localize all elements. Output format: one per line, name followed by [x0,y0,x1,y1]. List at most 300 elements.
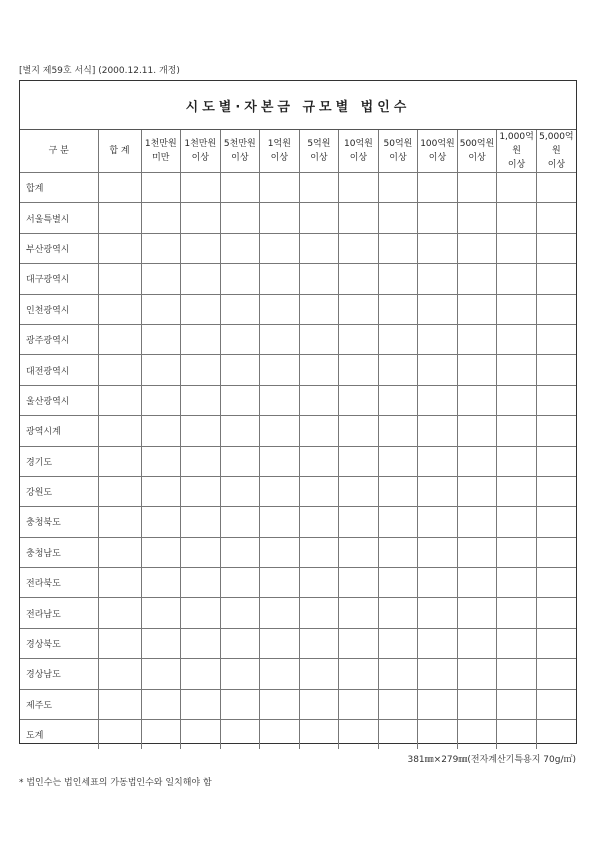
header-category: 구 분 [20,130,98,173]
table-row [20,568,576,598]
data-cell[interactable] [260,598,300,628]
data-cell[interactable] [220,355,260,385]
row-label: 합계 [20,173,98,203]
data-cell[interactable] [260,568,300,598]
data-cell[interactable] [418,173,458,203]
data-cell[interactable] [418,689,458,719]
data-cell[interactable] [536,416,576,446]
data-cell[interactable] [260,233,300,263]
header-bracket-qualifier: 이상 [270,153,289,163]
paper-size-note: 381㎜×279㎜(전자계산기특용지 70g/㎡) [407,755,576,765]
data-cell[interactable] [536,720,576,750]
data-cell[interactable] [418,507,458,537]
data-cell[interactable] [141,416,181,446]
data-cell[interactable] [536,355,576,385]
data-cell[interactable] [418,659,458,689]
data-cell[interactable] [98,568,141,598]
table-row [20,507,576,537]
data-cell[interactable] [497,476,537,506]
data-cell[interactable] [418,416,458,446]
table-row [20,720,576,750]
data-cell[interactable] [378,476,418,506]
data-cell[interactable] [181,720,221,750]
data-cell[interactable] [497,233,537,263]
table-row [20,446,576,476]
row-label: 제주도 [20,689,98,719]
data-cell[interactable] [378,294,418,324]
data-cell[interactable] [457,537,497,567]
data-cell[interactable] [181,598,221,628]
data-cell[interactable] [339,659,379,689]
data-cell[interactable] [378,446,418,476]
data-cell[interactable] [418,203,458,233]
data-cell[interactable] [260,507,300,537]
data-cell[interactable] [220,598,260,628]
header-bracket-amount: 100억원 [420,139,455,149]
data-cell[interactable] [220,264,260,294]
row-label: 인천광역시 [20,294,98,324]
data-cell[interactable] [141,598,181,628]
data-cell[interactable] [497,598,537,628]
data-cell[interactable] [220,628,260,658]
data-cell[interactable] [457,233,497,263]
data-cell[interactable] [98,324,141,354]
data-cell[interactable] [536,476,576,506]
data-cell[interactable] [418,537,458,567]
data-cell[interactable] [299,568,339,598]
table-row [20,324,576,354]
data-cell[interactable] [220,294,260,324]
data-cell[interactable] [418,324,458,354]
data-cell[interactable] [418,233,458,263]
data-cell[interactable] [497,355,537,385]
header-bracket-amount: 500억원 [459,139,495,149]
data-cell[interactable] [536,385,576,415]
data-cell[interactable] [339,203,379,233]
data-cell[interactable] [141,659,181,689]
data-cell[interactable] [536,324,576,354]
data-cell[interactable] [378,324,418,354]
data-cell[interactable] [339,355,379,385]
data-cell[interactable] [536,628,576,658]
data-cell[interactable] [339,628,379,658]
data-cell[interactable] [536,294,576,324]
data-cell[interactable] [220,324,260,354]
data-cell[interactable] [181,659,221,689]
table-body [20,173,576,750]
header-bracket [260,130,300,173]
data-cell[interactable] [220,446,260,476]
data-cell[interactable] [98,628,141,658]
data-cell[interactable] [220,233,260,263]
data-cell[interactable] [181,385,221,415]
data-cell[interactable] [339,294,379,324]
data-cell[interactable] [141,264,181,294]
data-cell[interactable] [339,233,379,263]
data-cell[interactable] [418,568,458,598]
data-cell[interactable] [497,385,537,415]
data-cell[interactable] [497,173,537,203]
data-cell[interactable] [497,324,537,354]
data-cell[interactable] [418,628,458,658]
data-cell[interactable] [497,507,537,537]
data-cell[interactable] [220,507,260,537]
statistics-form [19,80,577,744]
data-cell[interactable] [299,294,339,324]
data-cell[interactable] [181,416,221,446]
data-cell[interactable] [98,507,141,537]
table-row [20,628,576,658]
data-cell[interactable] [220,659,260,689]
data-cell[interactable] [536,507,576,537]
data-cell[interactable] [220,476,260,506]
header-bracket [497,130,537,173]
form-number-note: [별지 제59호 서식] (2000.12.11. 개정) [19,66,180,76]
data-cell[interactable] [141,233,181,263]
data-cell[interactable] [378,264,418,294]
data-cell[interactable] [181,446,221,476]
data-cell[interactable] [141,537,181,567]
data-cell[interactable] [260,537,300,567]
data-cell[interactable] [220,689,260,719]
row-label: 전라남도 [20,598,98,628]
data-cell[interactable] [457,355,497,385]
data-cell[interactable] [299,476,339,506]
data-cell[interactable] [378,659,418,689]
data-cell[interactable] [497,294,537,324]
data-cell[interactable] [260,294,300,324]
data-cell[interactable] [497,446,537,476]
data-cell[interactable] [260,264,300,294]
data-cell[interactable] [141,628,181,658]
data-cell[interactable] [536,203,576,233]
data-cell[interactable] [339,507,379,537]
data-cell[interactable] [299,446,339,476]
data-cell[interactable] [141,294,181,324]
data-cell[interactable] [260,203,300,233]
data-cell[interactable] [457,507,497,537]
data-cell[interactable] [299,203,339,233]
data-cell[interactable] [141,385,181,415]
row-label: 대전광역시 [20,355,98,385]
data-cell[interactable] [418,720,458,750]
data-cell[interactable] [497,628,537,658]
data-cell[interactable] [536,537,576,567]
header-bracket-amount: 1천만원 [184,139,217,149]
data-cell[interactable] [339,689,379,719]
data-cell[interactable] [339,264,379,294]
data-cell[interactable] [457,324,497,354]
data-cell[interactable] [339,324,379,354]
data-cell[interactable] [181,476,221,506]
data-cell[interactable] [260,659,300,689]
data-cell[interactable] [98,689,141,719]
data-cell[interactable] [181,628,221,658]
data-cell[interactable] [181,203,221,233]
data-cell[interactable] [378,233,418,263]
data-cell[interactable] [220,537,260,567]
data-cell[interactable] [98,385,141,415]
data-cell[interactable] [457,203,497,233]
data-cell[interactable] [418,385,458,415]
data-cell[interactable] [98,598,141,628]
data-cell[interactable] [260,173,300,203]
data-cell[interactable] [299,385,339,415]
header-bracket-amount: 5억원 [307,139,331,149]
data-cell[interactable] [98,720,141,750]
data-cell[interactable] [299,689,339,719]
header-bracket-qualifier: 이상 [389,153,407,163]
data-cell[interactable] [181,689,221,719]
data-cell[interactable] [260,689,300,719]
data-cell[interactable] [260,476,300,506]
data-cell[interactable] [457,446,497,476]
data-cell[interactable] [457,294,497,324]
data-cell[interactable] [339,537,379,567]
data-cell[interactable] [98,355,141,385]
header-bracket [141,130,181,173]
data-cell[interactable] [181,294,221,324]
data-cell[interactable] [141,173,181,203]
data-cell[interactable] [98,416,141,446]
data-cell[interactable] [497,689,537,719]
data-cell[interactable] [98,264,141,294]
data-cell[interactable] [418,294,458,324]
data-cell[interactable] [260,355,300,385]
data-cell[interactable] [260,385,300,415]
data-cell[interactable] [98,476,141,506]
data-cell[interactable] [378,173,418,203]
row-label: 전라북도 [20,568,98,598]
row-label: 광역시계 [20,416,98,446]
data-cell[interactable] [378,507,418,537]
row-label: 서울특별시 [20,203,98,233]
header-bracket-qualifier: 이상 [428,153,447,163]
data-cell[interactable] [457,659,497,689]
data-cell[interactable] [457,598,497,628]
data-cell[interactable] [299,416,339,446]
data-cell[interactable] [497,659,537,689]
data-cell[interactable] [220,173,260,203]
data-cell[interactable] [299,324,339,354]
data-cell[interactable] [457,416,497,446]
data-cell[interactable] [299,355,339,385]
row-label: 대구광역시 [20,264,98,294]
header-bracket-qualifier: 이상 [468,153,486,163]
footnote: * 법인수는 법인세표의 가동법인수와 일치해야 함 [19,778,212,788]
data-cell[interactable] [339,720,379,750]
data-cell[interactable] [497,416,537,446]
header-bracket-amount: 5,000억원 [539,132,574,156]
form-title: 시도별·자본금 규모별 법인수 [20,81,576,130]
data-cell[interactable] [536,659,576,689]
data-cell[interactable] [181,233,221,263]
data-cell[interactable] [141,689,181,719]
data-cell[interactable] [299,628,339,658]
data-cell[interactable] [339,385,379,415]
data-cell[interactable] [378,537,418,567]
data-cell[interactable] [299,537,339,567]
data-cell[interactable] [457,476,497,506]
data-cell[interactable] [497,568,537,598]
data-cell[interactable] [260,628,300,658]
table-row [20,537,576,567]
data-cell[interactable] [260,446,300,476]
data-cell[interactable] [98,659,141,689]
data-cell[interactable] [418,476,458,506]
data-cell[interactable] [299,720,339,750]
table-row [20,385,576,415]
data-cell[interactable] [378,416,418,446]
header-bracket-amount: 10억원 [344,139,373,149]
data-cell[interactable] [339,568,379,598]
data-cell[interactable] [457,720,497,750]
header-bracket [378,130,418,173]
header-bracket [220,130,260,173]
data-cell[interactable] [220,568,260,598]
header-bracket-qualifier: 이상 [231,153,249,163]
header-bracket-qualifier: 이상 [349,153,368,163]
table-row [20,173,576,203]
data-cell[interactable] [378,689,418,719]
row-label: 강원도 [20,476,98,506]
data-cell[interactable] [497,264,537,294]
data-cell[interactable] [457,689,497,719]
row-label: 충청남도 [20,537,98,567]
data-cell[interactable] [536,689,576,719]
row-label: 광주광역시 [20,324,98,354]
data-cell[interactable] [181,324,221,354]
header-bracket [181,130,221,173]
row-label: 경상남도 [20,659,98,689]
data-cell[interactable] [457,568,497,598]
data-cell[interactable] [299,659,339,689]
data-cell[interactable] [141,446,181,476]
data-cell[interactable] [141,720,181,750]
data-cell[interactable] [299,233,339,263]
data-cell[interactable] [457,264,497,294]
row-label: 부산광역시 [20,233,98,263]
data-cell[interactable] [98,173,141,203]
header-bracket [418,130,458,173]
data-cell[interactable] [181,568,221,598]
data-cell[interactable] [220,385,260,415]
data-cell[interactable] [220,203,260,233]
table-row [20,476,576,506]
row-label: 도계 [20,720,98,750]
data-cell[interactable] [299,264,339,294]
table-row [20,355,576,385]
data-cell[interactable] [260,720,300,750]
row-label: 충청북도 [20,507,98,537]
data-cell[interactable] [181,507,221,537]
data-cell[interactable] [536,173,576,203]
data-cell[interactable] [536,446,576,476]
data-cell[interactable] [339,598,379,628]
data-cell[interactable] [378,568,418,598]
data-cell[interactable] [457,628,497,658]
header-bracket-amount: 50억원 [383,139,413,149]
table-row [20,598,576,628]
data-cell[interactable] [378,720,418,750]
data-cell[interactable] [536,568,576,598]
data-cell[interactable] [339,446,379,476]
data-cell[interactable] [339,416,379,446]
table-row [20,203,576,233]
header-bracket [339,130,379,173]
data-cell[interactable] [98,294,141,324]
data-cell[interactable] [299,507,339,537]
data-cell[interactable] [141,324,181,354]
data-cell[interactable] [98,446,141,476]
data-cell[interactable] [98,537,141,567]
data-cell[interactable] [457,173,497,203]
data-cell[interactable] [339,476,379,506]
header-bracket-amount: 1천만원 [144,139,177,149]
data-cell[interactable] [141,568,181,598]
data-cell[interactable] [220,416,260,446]
data-cell[interactable] [181,264,221,294]
data-cell[interactable] [141,507,181,537]
corporation-count-table [20,130,576,749]
data-cell[interactable] [378,385,418,415]
data-cell[interactable] [378,598,418,628]
header-bracket-amount: 1억원 [267,139,291,149]
header-bracket-qualifier: 이상 [191,153,209,163]
header-bracket [457,130,497,173]
data-cell[interactable] [497,537,537,567]
data-cell[interactable] [260,416,300,446]
data-cell[interactable] [418,446,458,476]
data-cell[interactable] [98,203,141,233]
data-cell[interactable] [378,628,418,658]
data-cell[interactable] [181,355,221,385]
data-cell[interactable] [299,173,339,203]
table-row [20,264,576,294]
data-cell[interactable] [378,355,418,385]
table-row [20,294,576,324]
data-cell[interactable] [497,203,537,233]
row-label: 울산광역시 [20,385,98,415]
data-cell[interactable] [260,324,300,354]
header-total: 합 계 [98,130,141,173]
table-header-row [20,130,576,173]
table-row [20,689,576,719]
data-cell[interactable] [181,537,221,567]
table-row [20,416,576,446]
data-cell[interactable] [339,173,379,203]
row-label: 경기도 [20,446,98,476]
data-cell[interactable] [141,476,181,506]
data-cell[interactable] [98,233,141,263]
data-cell[interactable] [536,233,576,263]
data-cell[interactable] [141,355,181,385]
data-cell[interactable] [536,264,576,294]
data-cell[interactable] [141,203,181,233]
data-cell[interactable] [299,598,339,628]
header-bracket-amount: 1,000억원 [499,132,534,156]
data-cell[interactable] [418,598,458,628]
data-cell[interactable] [418,264,458,294]
data-cell[interactable] [220,720,260,750]
data-cell[interactable] [457,385,497,415]
data-cell[interactable] [378,203,418,233]
header-bracket [299,130,339,173]
data-cell[interactable] [536,598,576,628]
data-cell[interactable] [418,355,458,385]
data-cell[interactable] [181,173,221,203]
data-cell[interactable] [497,720,537,750]
